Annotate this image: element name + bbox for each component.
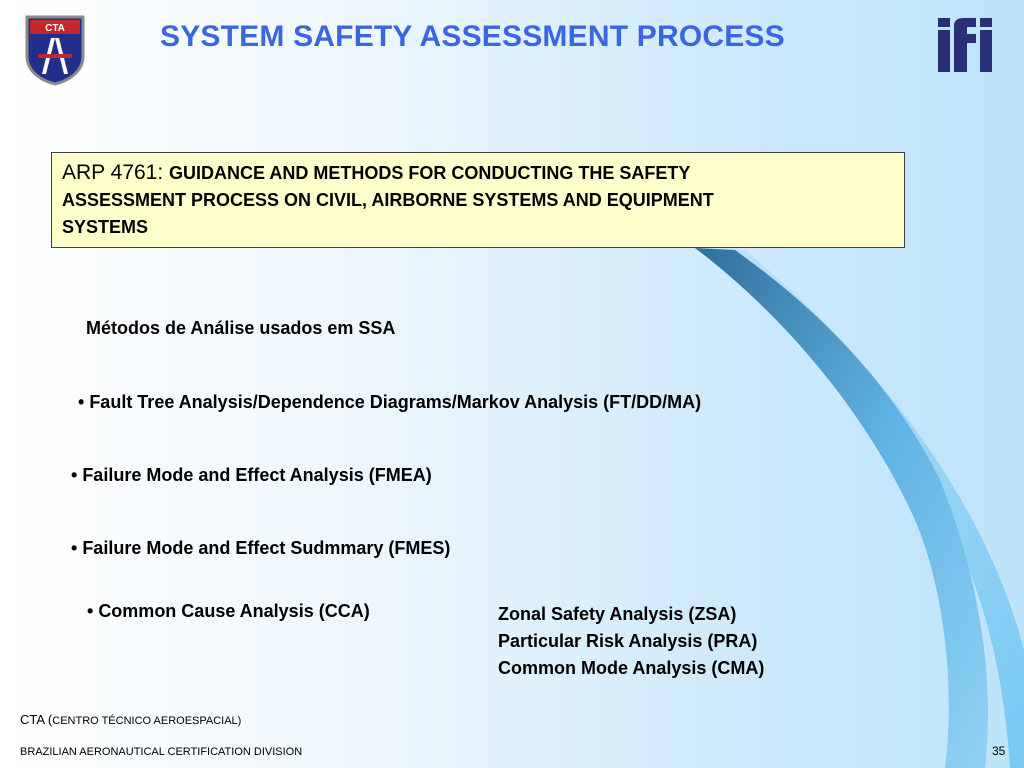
bullet-glyph: • <box>87 601 94 621</box>
footer-organization <box>20 712 241 727</box>
cta-logo <box>24 14 86 86</box>
footer-org-full: CENTRO TÉCNICO AEROESPACIAL) <box>52 715 242 727</box>
methods-heading: Métodos de Análise usados em SSA <box>86 318 396 338</box>
bullet-fmes <box>71 538 450 559</box>
page-number: 35 <box>992 744 1006 758</box>
cca-subitems <box>498 601 764 682</box>
cca-subitem-cma: Common Mode Analysis (CMA) <box>498 658 765 678</box>
footer-division: BRAZILIAN AERONAUTICAL CERTIFICATION DIVISION <box>20 746 303 758</box>
bullet-cca <box>87 601 370 622</box>
cca-subitem-zsa: Zonal Safety Analysis (ZSA) <box>498 604 737 624</box>
bullet-ft-dd-ma <box>78 392 701 413</box>
arp-line-3: SYSTEMS <box>62 217 149 237</box>
bullet-glyph: • <box>71 538 78 558</box>
bullet-glyph: • <box>78 392 85 412</box>
arp-line-1 <box>62 159 898 187</box>
arp-prefix: ARP 4761: <box>62 161 170 184</box>
bullet-fmea <box>71 465 432 486</box>
arp-line-2: ASSESSMENT PROCESS ON CIVIL, AIRBORNE SYSTEMS AND EQUIPMENT <box>62 190 714 210</box>
ifi-logo <box>936 16 1000 74</box>
bullet-text: Failure Mode and Effect Analysis (FMEA) <box>82 465 432 485</box>
cca-subitem-pra: Particular Risk Analysis (PRA) <box>498 631 758 651</box>
bullet-glyph: • <box>71 465 78 485</box>
bullet-text: Fault Tree Analysis/Dependence Diagrams/Markov Analysis (FT/DD/MA) <box>89 392 702 412</box>
footer-org-abbr: CTA ( <box>20 712 53 727</box>
bullet-text: Common Cause Analysis (CCA) <box>98 601 370 621</box>
arp-line-1-text: GUIDANCE AND METHODS FOR CONDUCTING THE SAFETY <box>169 163 691 183</box>
arp-4761-box <box>51 152 905 248</box>
slide-title: SYSTEM SAFETY ASSESSMENT PROCESS <box>160 20 785 53</box>
svg-text:CTA: CTA <box>45 23 65 34</box>
bullet-text: Failure Mode and Effect Sudmmary (FMES) <box>82 538 451 558</box>
